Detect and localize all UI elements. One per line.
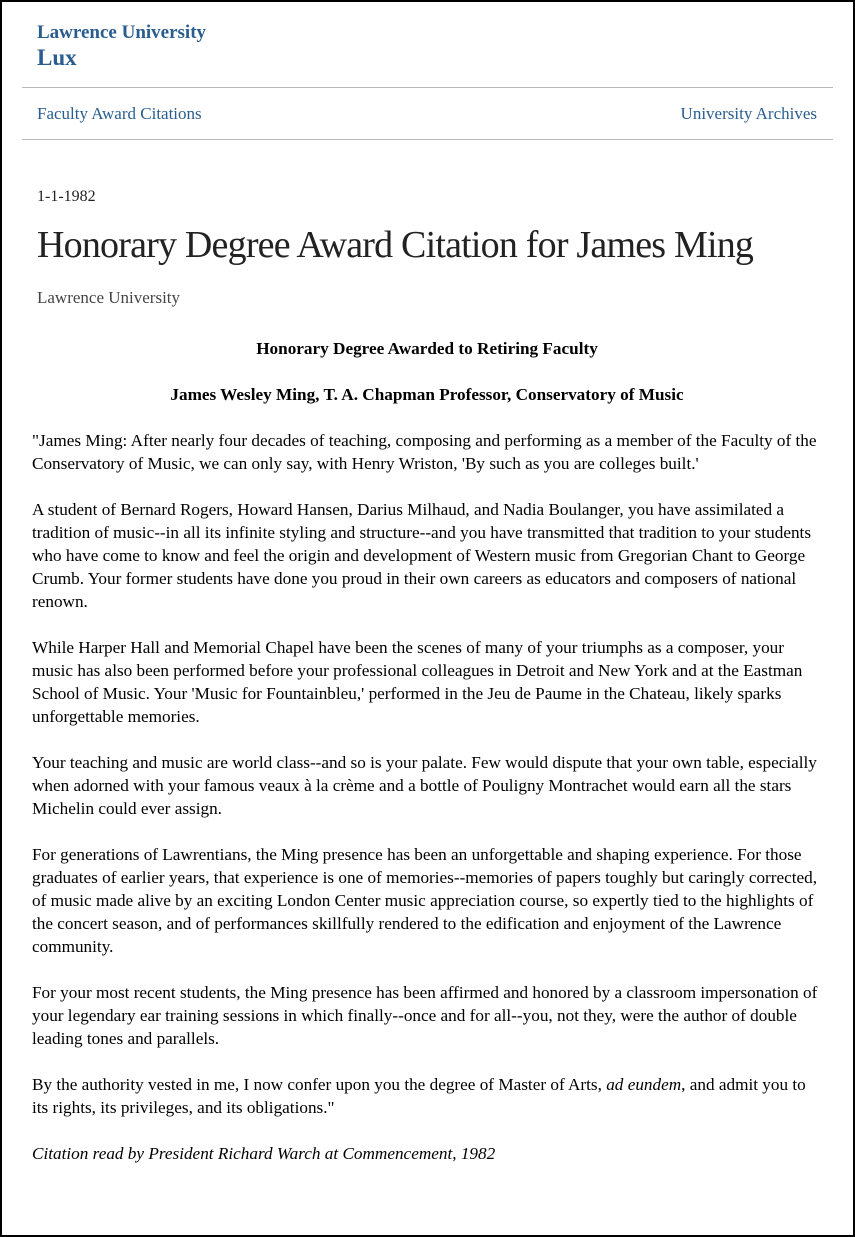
article-subheading: James Wesley Ming, T. A. Chapman Professor, Conservatory of Music [170,385,684,404]
paragraph-4: Your teaching and music are world class--and so is your palate. Few would dispute that your own table, especially when adorned with your famous veaux à la crème and a bottle of Pouligny Montrachet would earn all the stars Michelin could ever assign. [32,753,817,818]
nav-divider [22,139,833,140]
conferral-text-start: By the authority vested in me, I now confer upon you the degree of Master of Arts, [32,1075,607,1094]
paragraph-6: For your most recent students, the Ming presence has been affirmed and honored by a classroom impersonation of your legendary ear training sessions in which finally--once and for all--you, not they, were the author of double leading tones and parallels. [32,983,818,1048]
article-body [32,337,822,1188]
paragraph-2: A student of Bernard Rogers, Howard Hansen, Darius Milhaud, and Nadia Boulanger, you have assimilated a tradition of music--in all its infinite styling and structure--and you have transmitted that tradition to your students who have come to know and feel the origin and development of Western music from Gregorian Chant to George Crumb. Your former students have done you proud in their own careers as educators and composers of national renown. [32,500,812,611]
paragraph-1: "James Ming: After nearly four decades of teaching, composing and performing as a member of the Faculty of the Conservatory of Music, we can only say, with Henry Wriston, 'By such as you are colleges built.' [32,431,817,473]
nav-link-university-archives[interactable]: University Archives [680,104,817,123]
conferral-text-end: , and admit you to its rights, its privileges, and its obligations." [32,1075,806,1117]
publication-date: 1-1-1982 [37,188,96,205]
article-heading: Honorary Degree Awarded to Retiring Faculty [256,339,598,358]
page-title: Honorary Degree Award Citation for James Ming [37,224,754,266]
header-divider [22,87,833,88]
nav-link-faculty-award-citations[interactable]: Faculty Award Citations [37,104,202,123]
author-name[interactable]: Lawrence University [37,288,181,307]
site-subname[interactable]: Lux [37,45,77,70]
conferral-paragraph [32,1073,822,1119]
paragraph-5: For generations of Lawrentians, the Ming presence has been an unforgettable and shaping experience. For those graduates of earlier years, that experience is one of memories--memories of papers toughly but caringly corrected, of music made alive by an exciting London Center music appreciation course, so expertly tied to the highlights of the concert season, and of performances skillfully rendered to the edification and enjoyment of the Lawrence community. [32,845,818,956]
site-brand[interactable] [37,22,206,72]
conferral-degree-latin: ad eundem [606,1075,682,1094]
paragraph-3: While Harper Hall and Memorial Chapel have been the scenes of many of your triumphs as a composer, your music has also been performed before your professional colleagues in Detroit and New York and at the Eastman School of Music. Your 'Music for Fountainbleu,' performed in the Jeu de Paume in the Chateau, likely sparks unforgettable memories. [32,638,803,726]
site-name[interactable]: Lawrence University [37,22,207,43]
citation-credit: Citation read by President Richard Warch at Commencement, 1982 [32,1144,496,1163]
